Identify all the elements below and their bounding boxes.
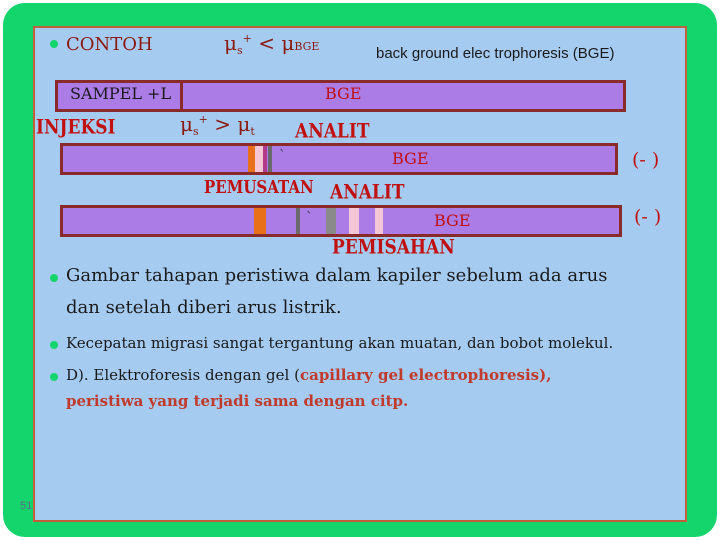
band-orange [248, 146, 255, 172]
greater-than-mu: > μ [207, 112, 251, 136]
bge-label-middle: BGE [392, 149, 429, 168]
band-grey [268, 146, 272, 172]
tick-mark-2: ` [306, 210, 313, 226]
band-pink-2 [349, 208, 359, 234]
band-purple [263, 146, 267, 172]
bullet-text-3 [66, 366, 551, 384]
bge-label-top: BGE [325, 84, 362, 103]
bge-subscript: BGE [294, 40, 320, 53]
bge-note: back ground elec trophoresis (BGE) [376, 45, 615, 62]
band-pink [255, 146, 263, 172]
mobility-relation-top [224, 31, 319, 57]
bullet-text-3-line2: peristiwa yang terjadi sama dengan citp. [66, 392, 409, 410]
less-than-mu: < μ [251, 31, 295, 55]
pemusatan-label: PEMUSATAN [204, 177, 314, 198]
capillary-middle [60, 143, 618, 175]
plus-superscript: + [242, 32, 252, 45]
band-grey-2 [296, 208, 300, 234]
mu-symbol-2: μ [180, 112, 193, 136]
pemisahan-label: PEMISAHAN [332, 236, 455, 259]
bullet-marker [50, 373, 58, 381]
bge-label-bottom: BGE [434, 211, 471, 230]
bullet-text-3-plain: D). Elektroforesis dengan gel ( [66, 366, 300, 384]
mobility-relation-mid [180, 112, 255, 138]
bullet-text-1: Gambar tahapan peristiwa dalam kapiler sebelum ada arus [66, 265, 608, 286]
mu-symbol: μ [224, 31, 237, 55]
injeksi-label: INJEKSI [36, 116, 116, 139]
negative-electrode-2: (- ) [634, 206, 662, 228]
s-subscript-2: s [193, 125, 199, 138]
s-subscript: s [237, 44, 243, 57]
negative-electrode-1: (- ) [632, 149, 660, 171]
bullet-marker [50, 341, 58, 349]
band-orange-2 [254, 208, 266, 234]
t-subscript: t [250, 125, 255, 138]
bullet-text-2: Kecepatan migrasi sangat tergantung akan muatan, dan bobot molekul. [66, 334, 614, 352]
sampel-label: SAMPEL +L [70, 84, 172, 103]
band-pink-3 [375, 208, 383, 234]
band-grey-3 [326, 208, 336, 234]
bullet-text-3-emphasis: capillary gel electrophoresis), [299, 366, 552, 384]
contoh-heading: CONTOH [66, 34, 153, 55]
tick-mark-1: ` [279, 148, 286, 164]
analit-label-2: ANALIT [330, 181, 405, 204]
analit-label-1: ANALIT [295, 120, 370, 143]
capillary-top [180, 80, 626, 112]
plus-superscript-2: + [198, 113, 208, 126]
bullet-marker [50, 40, 58, 48]
bullet-text-1-line2: dan setelah diberi arus listrik. [66, 297, 342, 318]
bullet-marker [50, 274, 58, 282]
capillary-bottom [60, 205, 622, 237]
page-number: 51 [20, 500, 33, 512]
